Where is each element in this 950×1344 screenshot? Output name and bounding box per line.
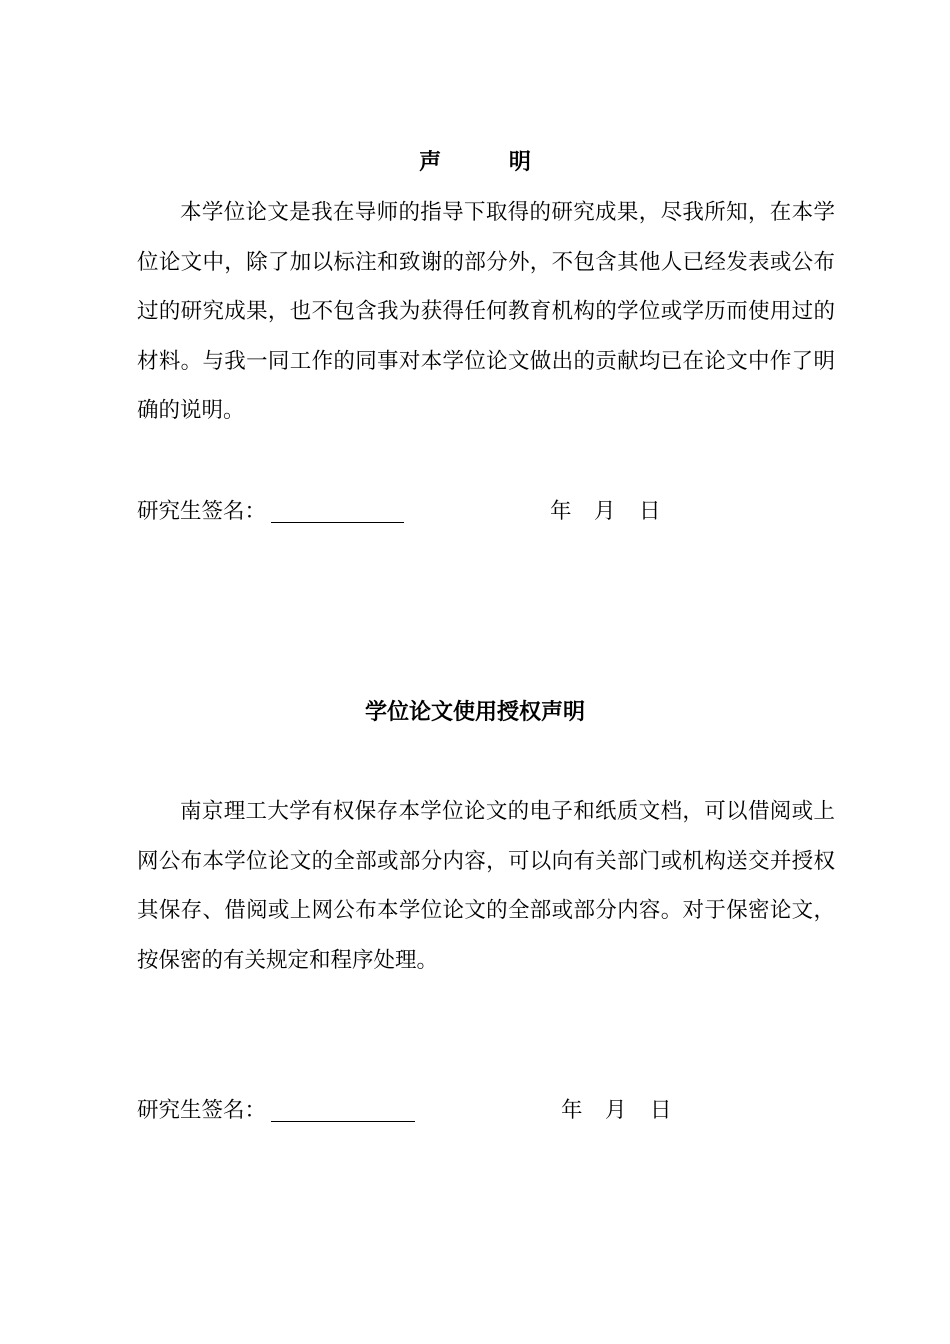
declaration-body: 本学位论文是我在导师的指导下取得的研究成果，尽我所知，在本学位论文中，除了加以标注和致谢的部分外，不包含其他人已经发表或公布过的研究成果，也不包含我为获得任何教育机构的学位或学历而使用过的材料。与我一同工作的同事对本学位论文做出的贡献均已在论文中作了明确的说明。	[137, 200, 835, 423]
declaration-signature-row	[137, 496, 835, 528]
date-month-label: 月	[594, 499, 616, 524]
signature-line	[271, 522, 404, 523]
signature-line	[271, 1121, 415, 1122]
authorization-signature-row	[137, 1095, 835, 1127]
signature-label: 研究生签名：	[137, 499, 267, 524]
declaration-title: 声 明	[419, 149, 561, 175]
date-month-label: 月	[605, 1098, 627, 1123]
date-year-label: 年	[550, 499, 572, 524]
authorization-title: 学位论文使用授权声明	[364, 699, 585, 725]
authorization-body: 南京理工大学有权保存本学位论文的电子和纸质文档，可以借阅或上网公布本学位论文的全部或部分内容，可以向有关部门或机构送交并授权其保存、借阅或上网公布本学位论文的全部或部分内容。对于保密论文，按保密的有关规定和程序处理。	[137, 799, 835, 973]
date-year-label: 年	[561, 1098, 583, 1123]
signature-label: 研究生签名：	[137, 1098, 267, 1123]
date-day-label: 日	[650, 1098, 672, 1123]
date-day-label: 日	[639, 499, 661, 524]
